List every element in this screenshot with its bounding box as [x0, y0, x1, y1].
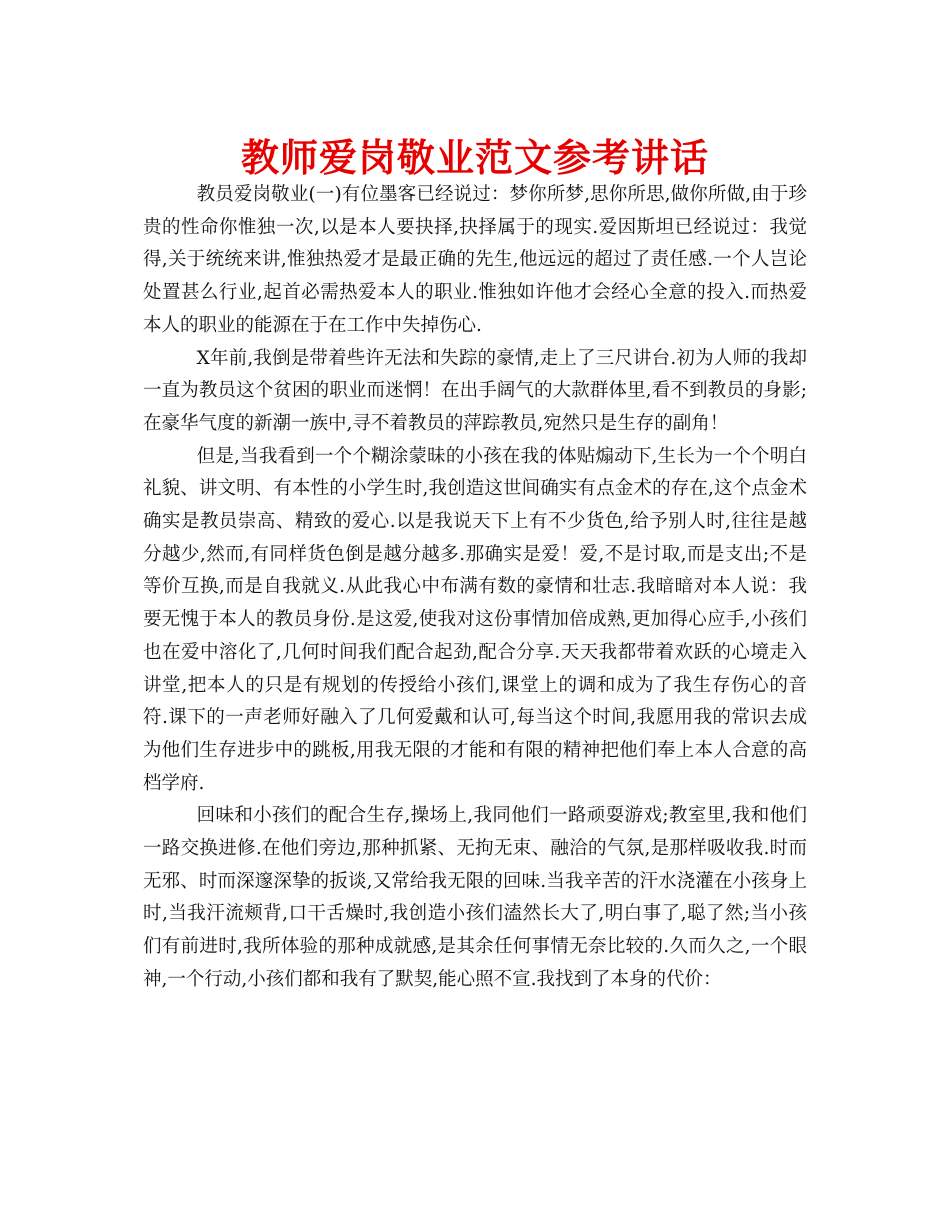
paragraph-4: 回味和小孩们的配合生存,操场上,我同他们一路顽耍游戏;教室里,我和他们一路交换进修.在他们旁边,那种抓紧、无拘无束、融洽的气氛,是那样吸收我.时而无邪、时而深邃深挚的扳谈,又常给我无限的回味.当我辛苦的汗水浇灌在小孩身上时,当我汗流颊背,口干舌燥时,我创造小孩们溘然长大了,明白事了,聪了然;当小孩们有前进时,我所体验的那种成就感,是其余任何事情无奈比较的.久而久之,一个眼神,一个行动,小孩们都和我有了默契,能心照不宣.我找到了本身的代价：	[143, 805, 807, 990]
paragraph-3: 但是,当我看到一个个糊涂蒙昧的小孩在我的体贴煽动下,生长为一个个明白礼貌、讲文明、有本性的小学生时,我创造这世间确实有点金术的存在,这个点金术确实是教员崇高、精致的爱心.以是我说天下上有不少货色,给予别人时,往往是越分越少,然而,有同样货色倒是越分越多.那确实是爱！爱,不是讨取,而是支出;不是等价互换,而是自我就义.从此我心中布满有数的豪情和壮志.我暗暗对本人说：我要无愧于本人的教员身份.是这爱,使我对这份事情加倍成熟,更加得心应手,小孩们也在爱中溶化了,几何时间我们配合起劲,配合分享.天天我都带着欢跃的心境走入讲堂,把本人的只是有规划的传授给小孩们,课堂上的调和成为了我生存伤心的音符.课下的一声老师好融入了几何爱戴和认可,每当这个时间,我愿用我的常识去成为他们生存进步中的跳板,用我无限的才能和有限的精神把他们奉上本人合意的高档学府.	[143, 445, 807, 794]
document-title: 教师爱岗敬业范文参考讲话	[240, 136, 709, 180]
paragraph-1: 教员爱岗敬业(一)有位墨客已经说过：梦你所梦,思你所思,做你所做,由于珍贵的性命你惟独一次,以是本人要抉择,抉择属于的现实.爱因斯坦已经说过：我觉得,关于统统来讲,惟独热爱才是最正确的先生,他远远的超过了责任感.一个人岂论处置甚么行业,起首必需热爱本人的职业.惟独如许他才会经心全意的投入.而热爱本人的职业的能源在于在工作中失掉伤心.	[143, 184, 807, 336]
paragraph-2: X年前,我倒是带着些许无法和失踪的豪情,走上了三尺讲台.初为人师的我却一直为教员这个贫困的职业而迷惘！在出手阔气的大款群体里,看不到教员的身影;在豪华气度的新潮一族中,寻不着教员的萍踪教员,宛然只是生存的副角！	[143, 347, 807, 434]
document-body	[143, 179, 807, 997]
